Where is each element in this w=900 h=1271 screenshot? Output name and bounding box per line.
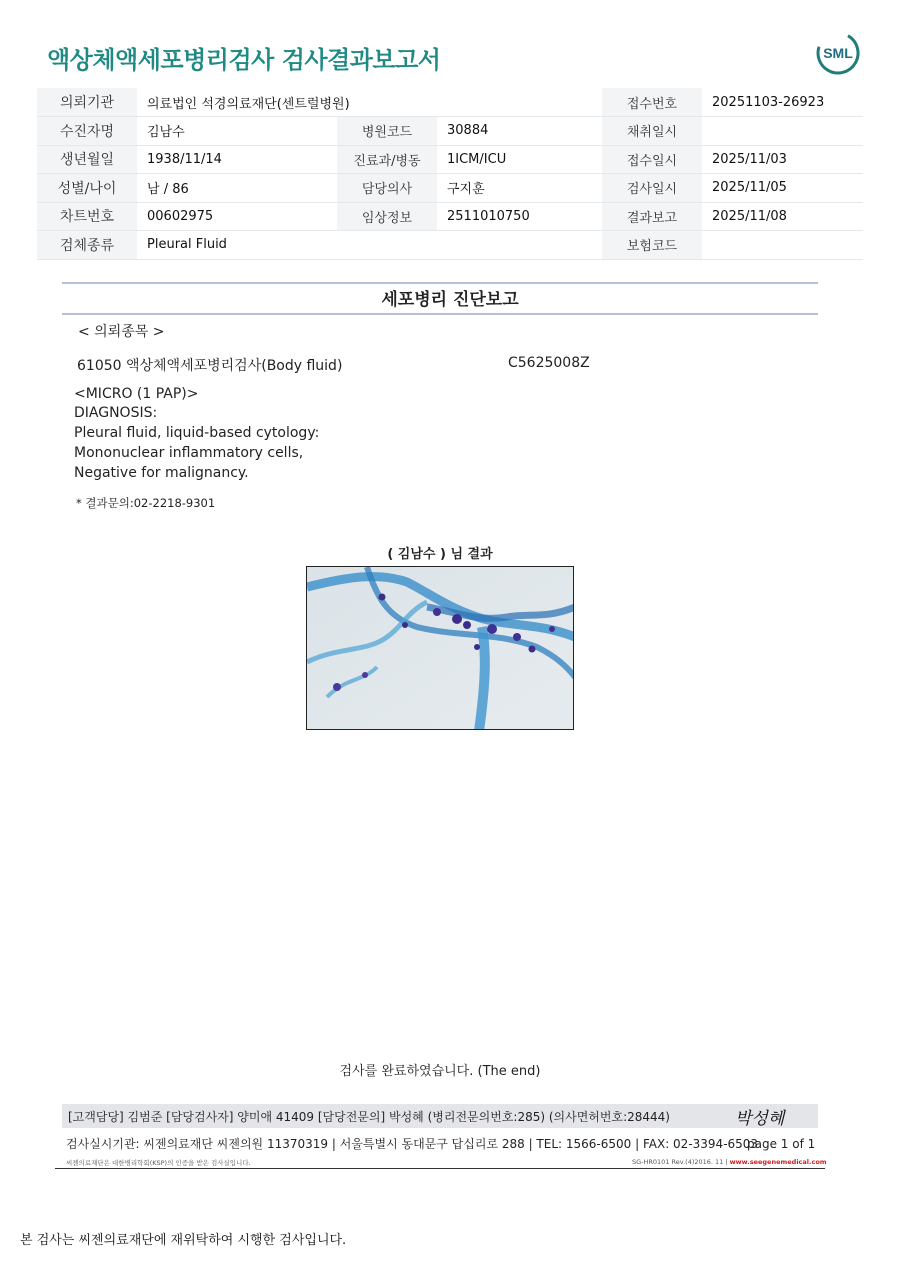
dob-value: 1938/11/14: [137, 145, 337, 174]
patient-info-table: [37, 88, 863, 260]
dept-value: 1ICM/ICU: [437, 145, 602, 174]
clinical-info-value: 2511010750: [437, 202, 602, 231]
staff-line: [고객담당] 김범준 [담당검사자] 양미애 41409 [담당전문의] 박성혜 (병리전문의번호:285) (의사면허번호:28444): [68, 1110, 670, 1124]
logo-text: SML: [823, 45, 853, 61]
section-title: 세포병리 진단보고: [381, 290, 519, 310]
order-heading: < 의뢰종목 >: [78, 324, 165, 340]
hospital-code-label: 병원코드: [337, 117, 437, 146]
collection-date-label: 채취일시: [602, 117, 702, 146]
sml-logo: [815, 30, 861, 76]
receipt-date-value: 2025/11/03: [702, 145, 863, 174]
order-item: 61050 액상체액세포병리검사(Body fluid): [77, 358, 343, 374]
chart-no-value: 00602975: [137, 202, 337, 231]
patient-label: 수진자명: [37, 117, 137, 146]
image-caption: ( 김남수 ) 님 결과: [387, 547, 493, 562]
receipt-date-label: 접수일시: [602, 145, 702, 174]
inquiry-phone: * 결과문의:02-2218-9301: [76, 496, 216, 510]
page-number: page 1 of 1: [747, 1137, 816, 1151]
section-rule-top: [62, 282, 818, 284]
end-text: 검사를 완료하였습니다. (The end): [339, 1064, 541, 1079]
exam-date-value: 2025/11/05: [702, 174, 863, 203]
form-code: SG-HR0101 Rev.(4)2016. 11 |: [632, 1158, 728, 1166]
sex-age-value: 남 / 86: [137, 174, 337, 203]
specimen-value: Pleural Fluid: [137, 231, 602, 260]
requester-label: 의뢰기관: [37, 88, 137, 117]
website-link[interactable]: www.seegenemedical.com: [729, 1158, 827, 1166]
collection-date-value: [702, 117, 863, 146]
report-date-value: 2025/11/08: [702, 202, 863, 231]
pathologist-signature: 박성혜: [735, 1109, 785, 1129]
receipt-no-label: 접수번호: [602, 88, 702, 117]
sex-age-label: 성별/나이: [37, 174, 137, 203]
section-rule-bottom: [62, 313, 818, 315]
diagnosis-line: Mononuclear inflammatory cells,: [74, 445, 304, 461]
dob-label: 생년월일: [37, 145, 137, 174]
staff-bar: [62, 1104, 818, 1128]
diagnosis-line: Pleural fluid, liquid-based cytology:: [74, 425, 320, 441]
doctor-value: 구지훈: [437, 174, 602, 203]
specimen-label: 검체종류: [37, 231, 137, 260]
receipt-no-value: 20251103-26923: [702, 88, 863, 117]
outsourcing-disclaimer: 본 검사는 씨젠의료재단에 재위탁하여 시행한 검사입니다.: [20, 1233, 347, 1248]
form-code-line: [632, 1158, 827, 1166]
footer-rule: [55, 1168, 825, 1169]
clinical-info-label: 임상정보: [337, 202, 437, 231]
hospital-code-value: 30884: [437, 117, 602, 146]
report-date-label: 결과보고: [602, 202, 702, 231]
micro-line: <MICRO (1 PAP)>: [74, 386, 199, 402]
cytology-image: [306, 566, 574, 730]
dept-label: 진료과/병동: [337, 145, 437, 174]
report-title: 액상체액세포병리검사 검사결과보고서: [47, 46, 441, 74]
order-code: C5625008Z: [508, 355, 590, 371]
patient-value: 김남수: [137, 117, 337, 146]
institution-line: 검사실시기관: 씨젠의료재단 씨젠의원 11370319 | 서울특별시 동대문구 답십리로 288 | TEL: 1566-6500 | FAX: 02-3394-6503: [66, 1137, 759, 1151]
diagnosis-label: DIAGNOSIS:: [74, 405, 158, 421]
doctor-label: 담당의사: [337, 174, 437, 203]
insurance-code-value: [702, 231, 863, 260]
requester-value: 의료법인 석경의료재단(센트럴병원): [137, 88, 602, 117]
certification-note: 씨젠의료재단은 대한병리학회(KSP)의 인증을 받은 검사실입니다.: [66, 1159, 251, 1167]
diagnosis-line: Negative for malignancy.: [74, 465, 249, 481]
chart-no-label: 차트번호: [37, 202, 137, 231]
insurance-code-label: 보험코드: [602, 231, 702, 260]
exam-date-label: 검사일시: [602, 174, 702, 203]
